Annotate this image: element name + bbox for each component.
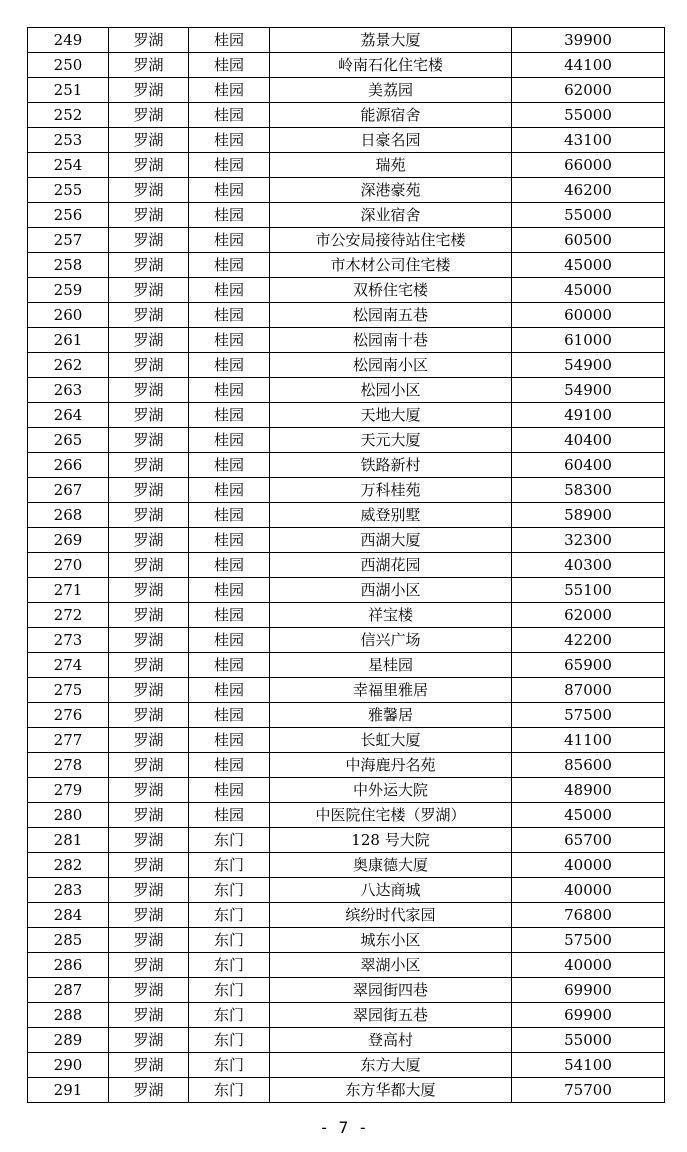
area-cell: 桂园 (189, 303, 270, 328)
area-cell: 东门 (189, 853, 270, 878)
row-number-cell: 272 (28, 603, 109, 628)
price-cell: 39900 (512, 28, 665, 53)
community-name-cell: 松园南十巷 (270, 328, 512, 353)
table-row (28, 228, 665, 253)
row-number-cell: 283 (28, 878, 109, 903)
district-cell: 罗湖 (109, 328, 189, 353)
price-cell: 49100 (512, 403, 665, 428)
community-name-cell: 威登别墅 (270, 503, 512, 528)
price-cell: 41100 (512, 728, 665, 753)
area-cell: 桂园 (189, 603, 270, 628)
district-cell: 罗湖 (109, 503, 189, 528)
table-row (28, 28, 665, 53)
price-cell: 58300 (512, 478, 665, 503)
community-name-cell: 松园小区 (270, 378, 512, 403)
community-name-cell: 深港豪苑 (270, 178, 512, 203)
district-cell: 罗湖 (109, 353, 189, 378)
row-number-cell: 268 (28, 503, 109, 528)
community-name-cell: 西湖小区 (270, 578, 512, 603)
community-name-cell: 中海鹿丹名苑 (270, 753, 512, 778)
community-name-cell: 天元大厦 (270, 428, 512, 453)
district-cell: 罗湖 (109, 453, 189, 478)
row-number-cell: 261 (28, 328, 109, 353)
district-cell: 罗湖 (109, 478, 189, 503)
area-cell: 桂园 (189, 428, 270, 453)
table-row (28, 753, 665, 778)
row-number-cell: 258 (28, 253, 109, 278)
district-cell: 罗湖 (109, 528, 189, 553)
table-row (28, 578, 665, 603)
table-row (28, 978, 665, 1003)
community-name-cell: 西湖花园 (270, 553, 512, 578)
table-row (28, 928, 665, 953)
price-cell: 66000 (512, 153, 665, 178)
district-cell: 罗湖 (109, 1053, 189, 1078)
area-cell: 东门 (189, 828, 270, 853)
price-cell: 55000 (512, 1028, 665, 1053)
row-number-cell: 256 (28, 203, 109, 228)
area-cell: 桂园 (189, 478, 270, 503)
community-name-cell: 城东小区 (270, 928, 512, 953)
table-row (28, 528, 665, 553)
table-row (28, 253, 665, 278)
row-number-cell: 273 (28, 628, 109, 653)
price-cell: 87000 (512, 678, 665, 703)
price-cell: 60000 (512, 303, 665, 328)
price-cell: 55000 (512, 203, 665, 228)
row-number-cell: 263 (28, 378, 109, 403)
community-name-cell: 八达商城 (270, 878, 512, 903)
district-cell: 罗湖 (109, 1028, 189, 1053)
price-cell: 75700 (512, 1078, 665, 1103)
community-name-cell: 市木材公司住宅楼 (270, 253, 512, 278)
community-name-cell: 美荔园 (270, 78, 512, 103)
table-row (28, 553, 665, 578)
price-cell: 44100 (512, 53, 665, 78)
district-cell: 罗湖 (109, 1003, 189, 1028)
price-cell: 60500 (512, 228, 665, 253)
table-row (28, 178, 665, 203)
row-number-cell: 252 (28, 103, 109, 128)
table-body (28, 28, 665, 1103)
area-cell: 桂园 (189, 528, 270, 553)
area-cell: 桂园 (189, 278, 270, 303)
area-cell: 东门 (189, 978, 270, 1003)
table-row (28, 653, 665, 678)
district-cell: 罗湖 (109, 603, 189, 628)
district-cell: 罗湖 (109, 803, 189, 828)
row-number-cell: 285 (28, 928, 109, 953)
price-cell: 43100 (512, 128, 665, 153)
community-name-cell: 星桂园 (270, 653, 512, 678)
area-cell: 桂园 (189, 103, 270, 128)
row-number-cell: 286 (28, 953, 109, 978)
table-row (28, 328, 665, 353)
community-name-cell: 翠园街四巷 (270, 978, 512, 1003)
area-cell: 桂园 (189, 203, 270, 228)
district-cell: 罗湖 (109, 678, 189, 703)
district-cell: 罗湖 (109, 753, 189, 778)
table-row (28, 953, 665, 978)
area-cell: 东门 (189, 1053, 270, 1078)
district-cell: 罗湖 (109, 928, 189, 953)
area-cell: 东门 (189, 903, 270, 928)
price-cell: 62000 (512, 603, 665, 628)
price-cell: 40000 (512, 953, 665, 978)
price-cell: 69900 (512, 1003, 665, 1028)
district-cell: 罗湖 (109, 303, 189, 328)
district-cell: 罗湖 (109, 628, 189, 653)
row-number-cell: 281 (28, 828, 109, 853)
price-cell: 54100 (512, 1053, 665, 1078)
price-cell: 40000 (512, 853, 665, 878)
price-cell: 40400 (512, 428, 665, 453)
community-name-cell: 奥康德大厦 (270, 853, 512, 878)
table-row (28, 1053, 665, 1078)
row-number-cell: 279 (28, 778, 109, 803)
row-number-cell: 290 (28, 1053, 109, 1078)
district-cell: 罗湖 (109, 578, 189, 603)
row-number-cell: 266 (28, 453, 109, 478)
table-row (28, 203, 665, 228)
table-row (28, 803, 665, 828)
area-cell: 桂园 (189, 253, 270, 278)
price-cell: 55000 (512, 103, 665, 128)
row-number-cell: 287 (28, 978, 109, 1003)
table-row (28, 828, 665, 853)
community-name-cell: 信兴广场 (270, 628, 512, 653)
area-cell: 桂园 (189, 353, 270, 378)
district-cell: 罗湖 (109, 703, 189, 728)
area-cell: 桂园 (189, 803, 270, 828)
area-cell: 桂园 (189, 53, 270, 78)
area-cell: 桂园 (189, 403, 270, 428)
district-cell: 罗湖 (109, 278, 189, 303)
row-number-cell: 274 (28, 653, 109, 678)
table-row (28, 678, 665, 703)
community-name-cell: 瑞苑 (270, 153, 512, 178)
table-row (28, 903, 665, 928)
area-cell: 桂园 (189, 628, 270, 653)
row-number-cell: 254 (28, 153, 109, 178)
price-cell: 46200 (512, 178, 665, 203)
row-number-cell: 251 (28, 78, 109, 103)
area-cell: 桂园 (189, 378, 270, 403)
community-name-cell: 缤纷时代家园 (270, 903, 512, 928)
district-cell: 罗湖 (109, 778, 189, 803)
row-number-cell: 289 (28, 1028, 109, 1053)
table-row (28, 1028, 665, 1053)
row-number-cell: 288 (28, 1003, 109, 1028)
price-cell: 40000 (512, 878, 665, 903)
row-number-cell: 262 (28, 353, 109, 378)
price-cell: 57500 (512, 703, 665, 728)
price-cell: 55100 (512, 578, 665, 603)
community-name-cell: 双桥住宅楼 (270, 278, 512, 303)
district-cell: 罗湖 (109, 153, 189, 178)
community-name-cell: 天地大厦 (270, 403, 512, 428)
district-cell: 罗湖 (109, 178, 189, 203)
district-cell: 罗湖 (109, 103, 189, 128)
row-number-cell: 275 (28, 678, 109, 703)
row-number-cell: 265 (28, 428, 109, 453)
community-name-cell: 幸福里雅居 (270, 678, 512, 703)
area-cell: 东门 (189, 928, 270, 953)
district-cell: 罗湖 (109, 728, 189, 753)
row-number-cell: 270 (28, 553, 109, 578)
price-cell: 76800 (512, 903, 665, 928)
row-number-cell: 282 (28, 853, 109, 878)
row-number-cell: 264 (28, 403, 109, 428)
district-cell: 罗湖 (109, 553, 189, 578)
community-name-cell: 岭南石化住宅楼 (270, 53, 512, 78)
district-cell: 罗湖 (109, 428, 189, 453)
district-cell: 罗湖 (109, 378, 189, 403)
row-number-cell: 269 (28, 528, 109, 553)
row-number-cell: 277 (28, 728, 109, 753)
table-row (28, 53, 665, 78)
community-name-cell: 铁路新村 (270, 453, 512, 478)
table-row (28, 478, 665, 503)
district-cell: 罗湖 (109, 903, 189, 928)
price-cell: 54900 (512, 378, 665, 403)
area-cell: 桂园 (189, 153, 270, 178)
community-name-cell: 中医院住宅楼（罗湖） (270, 803, 512, 828)
area-cell: 桂园 (189, 503, 270, 528)
price-cell: 40300 (512, 553, 665, 578)
price-cell: 54900 (512, 353, 665, 378)
district-cell: 罗湖 (109, 253, 189, 278)
price-cell: 65900 (512, 653, 665, 678)
area-cell: 桂园 (189, 653, 270, 678)
row-number-cell: 253 (28, 128, 109, 153)
row-number-cell: 257 (28, 228, 109, 253)
price-cell: 45000 (512, 803, 665, 828)
area-cell: 桂园 (189, 228, 270, 253)
price-cell: 61000 (512, 328, 665, 353)
price-cell: 85600 (512, 753, 665, 778)
area-cell: 桂园 (189, 753, 270, 778)
price-cell: 42200 (512, 628, 665, 653)
table-row (28, 453, 665, 478)
community-name-cell: 东方华都大厦 (270, 1078, 512, 1103)
price-cell: 32300 (512, 528, 665, 553)
row-number-cell: 250 (28, 53, 109, 78)
area-cell: 桂园 (189, 578, 270, 603)
district-cell: 罗湖 (109, 953, 189, 978)
table-row (28, 353, 665, 378)
community-name-cell: 松园南小区 (270, 353, 512, 378)
row-number-cell: 284 (28, 903, 109, 928)
table-row (28, 378, 665, 403)
table-row (28, 628, 665, 653)
table-row (28, 778, 665, 803)
community-name-cell: 雅馨居 (270, 703, 512, 728)
area-cell: 桂园 (189, 128, 270, 153)
price-cell: 57500 (512, 928, 665, 953)
price-table (27, 27, 665, 1103)
table-row (28, 1078, 665, 1103)
community-name-cell: 万科桂苑 (270, 478, 512, 503)
community-name-cell: 松园南五巷 (270, 303, 512, 328)
community-name-cell: 登高村 (270, 1028, 512, 1053)
table-row (28, 103, 665, 128)
district-cell: 罗湖 (109, 78, 189, 103)
area-cell: 桂园 (189, 453, 270, 478)
row-number-cell: 278 (28, 753, 109, 778)
community-name-cell: 东方大厦 (270, 1053, 512, 1078)
price-cell: 65700 (512, 828, 665, 853)
price-cell: 69900 (512, 978, 665, 1003)
table-row (28, 603, 665, 628)
district-cell: 罗湖 (109, 1078, 189, 1103)
district-cell: 罗湖 (109, 853, 189, 878)
area-cell: 桂园 (189, 78, 270, 103)
table-row (28, 128, 665, 153)
row-number-cell: 271 (28, 578, 109, 603)
table-row (28, 853, 665, 878)
community-name-cell: 市公安局接待站住宅楼 (270, 228, 512, 253)
page-number: - 7 - (319, 1118, 368, 1137)
table-row (28, 303, 665, 328)
community-name-cell: 128 号大院 (270, 828, 512, 853)
area-cell: 桂园 (189, 328, 270, 353)
area-cell: 桂园 (189, 28, 270, 53)
table-row (28, 153, 665, 178)
community-name-cell: 中外运大院 (270, 778, 512, 803)
table-row (28, 403, 665, 428)
district-cell: 罗湖 (109, 403, 189, 428)
area-cell: 桂园 (189, 178, 270, 203)
district-cell: 罗湖 (109, 53, 189, 78)
row-number-cell: 260 (28, 303, 109, 328)
price-cell: 62000 (512, 78, 665, 103)
price-cell: 60400 (512, 453, 665, 478)
area-cell: 桂园 (189, 728, 270, 753)
table-row (28, 503, 665, 528)
row-number-cell: 267 (28, 478, 109, 503)
district-cell: 罗湖 (109, 978, 189, 1003)
district-cell: 罗湖 (109, 228, 189, 253)
area-cell: 东门 (189, 1003, 270, 1028)
district-cell: 罗湖 (109, 28, 189, 53)
price-cell: 45000 (512, 278, 665, 303)
table-row (28, 728, 665, 753)
community-name-cell: 日豪名园 (270, 128, 512, 153)
area-cell: 东门 (189, 1028, 270, 1053)
table-row (28, 428, 665, 453)
table-row (28, 1003, 665, 1028)
row-number-cell: 291 (28, 1078, 109, 1103)
row-number-cell: 255 (28, 178, 109, 203)
row-number-cell: 280 (28, 803, 109, 828)
price-cell: 58900 (512, 503, 665, 528)
area-cell: 桂园 (189, 778, 270, 803)
district-cell: 罗湖 (109, 128, 189, 153)
price-cell: 45000 (512, 253, 665, 278)
area-cell: 桂园 (189, 553, 270, 578)
community-name-cell: 西湖大厦 (270, 528, 512, 553)
table-row (28, 278, 665, 303)
community-name-cell: 荔景大厦 (270, 28, 512, 53)
district-cell: 罗湖 (109, 828, 189, 853)
table-row (28, 78, 665, 103)
area-cell: 东门 (189, 1078, 270, 1103)
row-number-cell: 276 (28, 703, 109, 728)
community-name-cell: 长虹大厦 (270, 728, 512, 753)
community-name-cell: 翠湖小区 (270, 953, 512, 978)
community-name-cell: 祥宝楼 (270, 603, 512, 628)
area-cell: 桂园 (189, 703, 270, 728)
table-row (28, 703, 665, 728)
price-cell: 48900 (512, 778, 665, 803)
area-cell: 桂园 (189, 678, 270, 703)
district-cell: 罗湖 (109, 653, 189, 678)
table-row (28, 878, 665, 903)
district-cell: 罗湖 (109, 203, 189, 228)
row-number-cell: 249 (28, 28, 109, 53)
area-cell: 东门 (189, 878, 270, 903)
area-cell: 东门 (189, 953, 270, 978)
community-name-cell: 翠园街五巷 (270, 1003, 512, 1028)
district-cell: 罗湖 (109, 878, 189, 903)
community-name-cell: 深业宿舍 (270, 203, 512, 228)
row-number-cell: 259 (28, 278, 109, 303)
community-name-cell: 能源宿舍 (270, 103, 512, 128)
